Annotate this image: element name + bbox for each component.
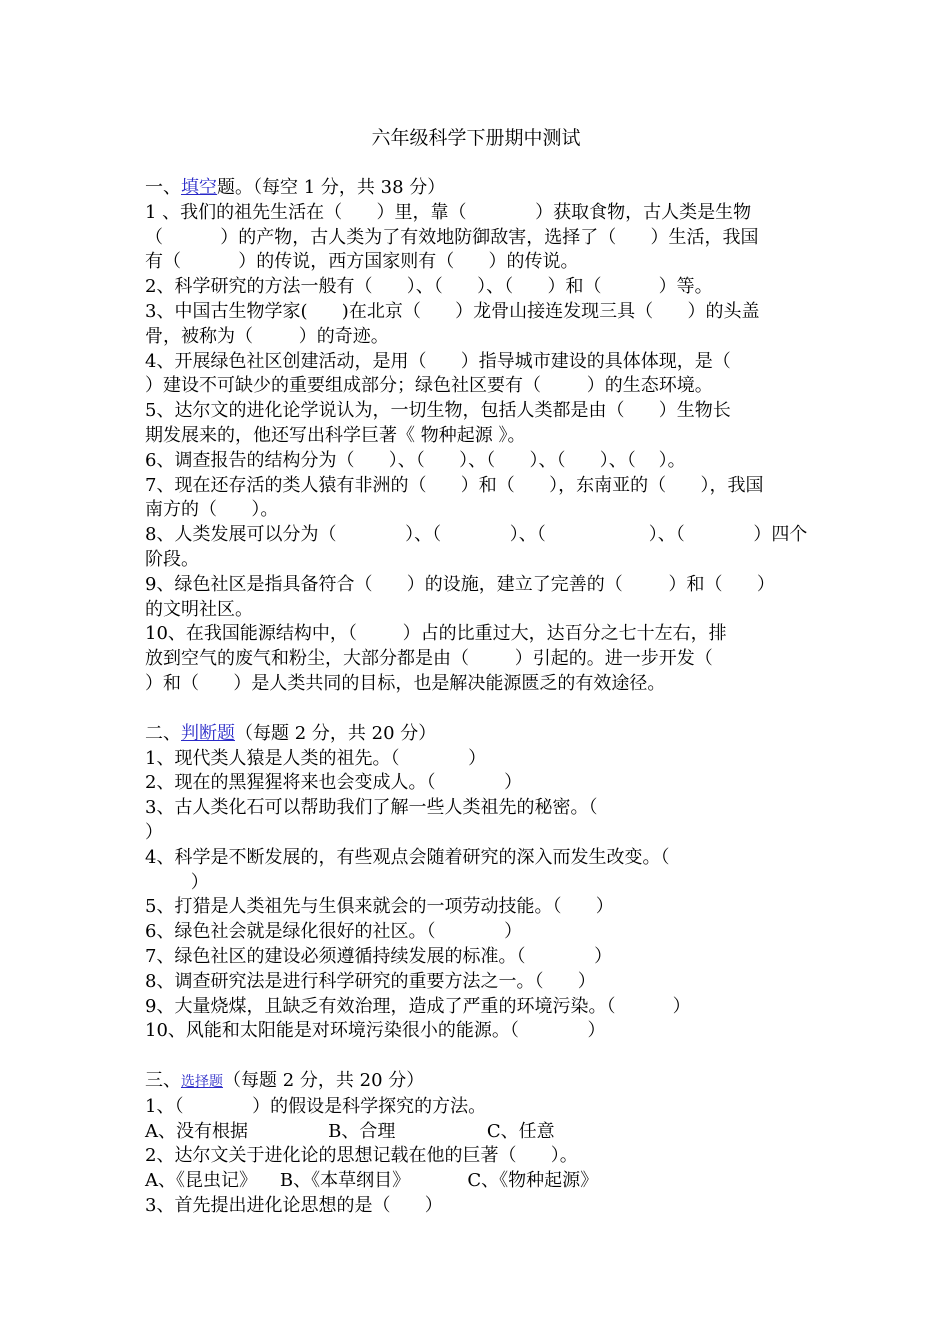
section-true-false xyxy=(145,722,807,1044)
question-line: 3、中国古生物学家( )在北京（ ）龙骨山接连发现三具（ ）的头盖 xyxy=(145,300,760,322)
question-line: 10、风能和太阳能是对环境污染很小的能源。（ ） xyxy=(145,1020,606,1042)
document-page xyxy=(145,126,807,1219)
multiple-choice-link[interactable]: 选择题 xyxy=(181,1074,223,1091)
section-number: 三、 xyxy=(145,1070,181,1092)
question-line: 8、人类发展可以分为（ ）、（ ）、（ ）、（ ）四个 xyxy=(145,524,808,546)
question-line: 7、绿色社区的建设必须遵循持续发展的标准。（ ） xyxy=(145,945,613,967)
question-line: 6、调查报告的结构分为（ ）、（ ）、（ ）、（ ）、（ ）。 xyxy=(145,449,686,471)
answer-options: A、没有根据 B、合理 C、任意 xyxy=(145,1120,555,1142)
question-line: 9、大量烧煤，且缺乏有效治理，造成了严重的环境污染。（ ） xyxy=(145,995,691,1017)
section-score-info: 题。（每空 1 分，共 38 分） xyxy=(217,177,446,198)
question-line: 8、调查研究法是进行科学研究的重要方法之一。（ ） xyxy=(145,970,596,992)
question-line: 6、绿色社会就是绿化很好的社区。（ ） xyxy=(145,921,523,943)
question-line: 阶段。 xyxy=(145,548,199,570)
question-line: 4、科学是不断发展的，有些观点会随着研究的深入而发生改变。（ xyxy=(145,846,670,868)
question-line: 有（ ）的传说，西方国家则有（ ）的传说。 xyxy=(145,251,579,273)
question-line: 期发展来的，他还写出科学巨著《 物种起源 》。 xyxy=(145,424,526,446)
section-heading xyxy=(145,1069,807,1095)
question-line: 5、达尔文的进化论学说认为，一切生物，包括人类都是由（ ）生物长 xyxy=(145,400,731,422)
section-heading xyxy=(145,176,807,201)
question-line: ） xyxy=(145,821,163,843)
question-line: 1、现代类人猿是人类的祖先。（ ） xyxy=(145,747,487,769)
question-line: 7、现在还存活的类人猿有非洲的（ ）和（ ），东南亚的（ ），我国 xyxy=(145,474,764,496)
question-line: 骨，被称为（ ）的奇迹。 xyxy=(145,325,389,347)
section-fill-in xyxy=(145,176,807,697)
section-number: 二、 xyxy=(145,722,181,744)
question-line: ） xyxy=(145,871,209,893)
question-line: 3、古人类化石可以帮助我们了解一些人类祖先的秘密。（ xyxy=(145,797,598,819)
question-line: 2、达尔文关于进化论的思想记载在他的巨著（ ）。 xyxy=(145,1145,578,1167)
question-line: 2、现在的黑猩猩将来也会变成人。（ ） xyxy=(145,772,523,794)
section-multiple-choice xyxy=(145,1069,807,1219)
question-line: 1、（ ）的假设是科学探究的方法。 xyxy=(145,1095,487,1117)
section-score-info: （每题 2 分，共 20 分） xyxy=(223,1070,425,1092)
question-line: 4、开展绿色社区创建活动，是用（ ）指导城市建设的具体体现，是（ xyxy=(145,350,731,372)
fill-in-link[interactable]: 填空 xyxy=(181,177,217,198)
answer-options: A、《昆虫记》 B、《本草纲目》 C、《物种起源》 xyxy=(145,1170,599,1192)
question-line: 1 、我们的祖先生活在（ ）里，靠（ ）获取食物，古人类是生物 xyxy=(145,201,752,223)
question-line: 5、打猎是人类祖先与生俱来就会的一项劳动技能。（ ） xyxy=(145,896,614,918)
question-line: ）和（ ）是人类共同的目标，也是解决能源匮乏的有效途径。 xyxy=(145,672,666,694)
section-spacer xyxy=(145,697,807,722)
section-spacer xyxy=(145,1044,807,1069)
section-score-info: （每题 2 分，共 20 分） xyxy=(235,722,437,744)
question-line: 9、绿色社区是指具备符合（ ）的设施，建立了完善的（ ）和（ ） xyxy=(145,573,775,595)
question-line: 3、首先提出进化论思想的是（ ） xyxy=(145,1195,443,1217)
page-title: 六年级科学下册期中测试 xyxy=(371,127,581,149)
section-number: 一、 xyxy=(145,177,181,198)
question-line: ）建设不可缺少的重要组成部分；绿色社区要有（ ）的生态环境。 xyxy=(145,375,713,397)
question-line: （ ）的产物，古人类为了有效地防御敌害，选择了（ ）生活，我国 xyxy=(145,226,759,248)
question-line: 南方的（ ）。 xyxy=(145,499,279,521)
question-line: 2、科学研究的方法一般有（ ）、（ ）、（ ）和（ ）等。 xyxy=(145,276,713,298)
question-line: 放到空气的废气和粉尘，大部分都是由（ ）引起的。进一步开发（ xyxy=(145,648,713,670)
question-line: 的文明社区。 xyxy=(145,598,253,620)
question-line: 10、在我国能源结构中，（ ）占的比重过大，达百分之七十左右，排 xyxy=(145,623,727,645)
true-false-link[interactable]: 判断题 xyxy=(181,722,235,744)
section-heading xyxy=(145,722,807,747)
